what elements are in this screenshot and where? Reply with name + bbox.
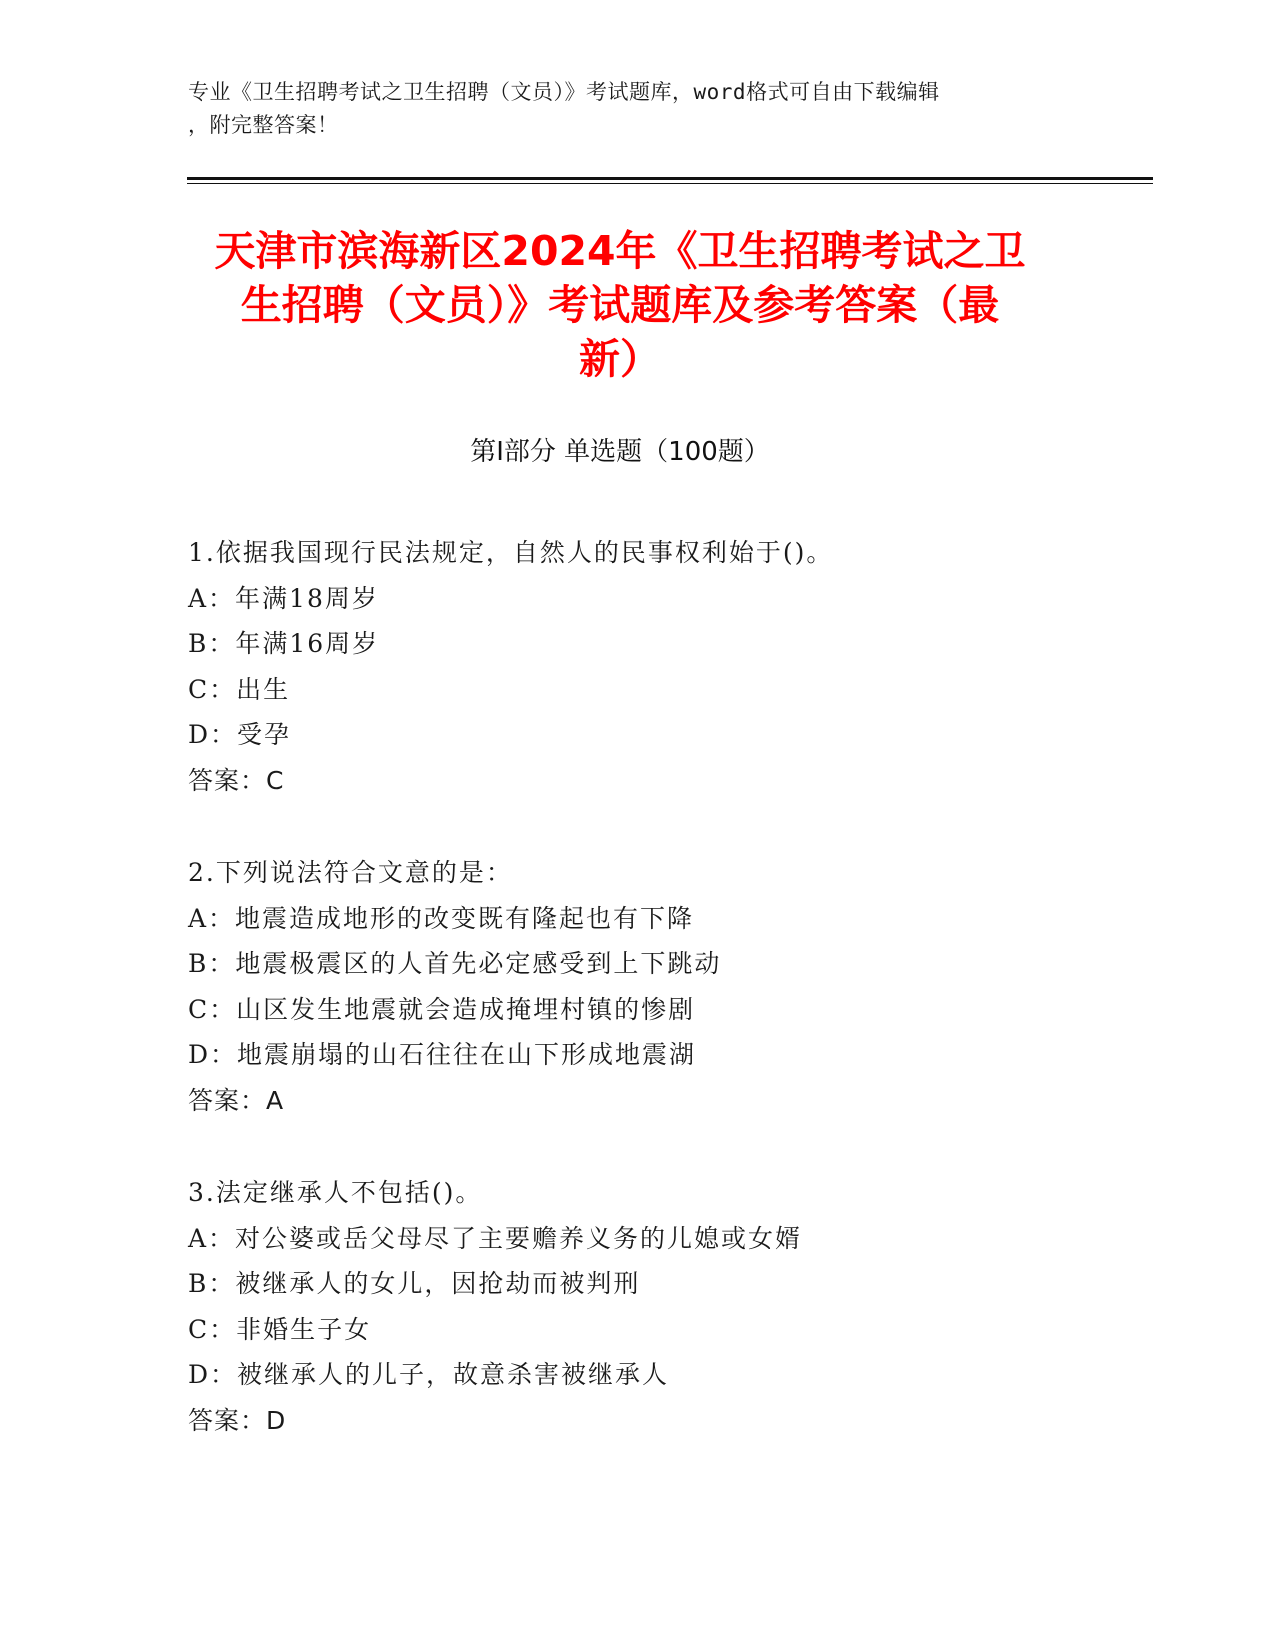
question-stem: 2.下列说法符合文意的是： [188,858,513,887]
option-c: C：非婚生子女 [188,1314,372,1344]
question-block [188,850,1148,1123]
option-d: D：地震崩塌的山石往往在山下形成地震湖 [188,1040,697,1069]
header-note-line-1: 专业《卫生招聘考试之卫生招聘（文员）》考试题库，word格式可自由下载编辑 [188,80,940,104]
question-stem: 1.依据我国现行民法规定，自然人的民事权利始于()。 [188,538,834,567]
answer-line: 答案：D [188,1405,287,1435]
answer-line: 答案：C [188,765,285,795]
document-header-note [188,76,1088,142]
document-title [180,224,1060,386]
question-block [188,530,1148,803]
option-b: B：被继承人的女儿，因抢劫而被判刑 [188,1269,641,1298]
section-title: 第Ⅰ部分 单选题（100题） [470,437,770,467]
title-line-2: 生招聘（文员）》考试题库及参考答案（最 [240,281,1000,329]
header-divider-thin [187,183,1153,184]
question-block [188,1170,1148,1443]
option-c: C：出生 [188,674,291,704]
option-d: D：被继承人的儿子，故意杀害被继承人 [188,1360,670,1389]
title-line-3: 新） [579,335,661,383]
header-divider-thick [187,177,1153,180]
option-a: A：对公婆或岳父母尽了主要赡养义务的儿媳或女婿 [188,1223,803,1253]
question-stem: 3.法定继承人不包括()。 [188,1178,483,1207]
option-d: D：受孕 [188,720,292,749]
answer-line: 答案：A [188,1085,285,1115]
option-b: B：年满16周岁 [188,629,380,658]
header-note-line-2: ，附完整答案！ [188,113,339,137]
option-a: A：地震造成地形的改变既有隆起也有下降 [188,903,695,933]
option-a: A：年满18周岁 [188,583,379,613]
option-c: C：山区发生地震就会造成掩埋村镇的惨剧 [188,994,696,1024]
option-b: B：地震极震区的人首先必定感受到上下跳动 [188,949,722,978]
title-line-1: 天津市滨海新区2024年《卫生招聘考试之卫 [214,227,1026,275]
